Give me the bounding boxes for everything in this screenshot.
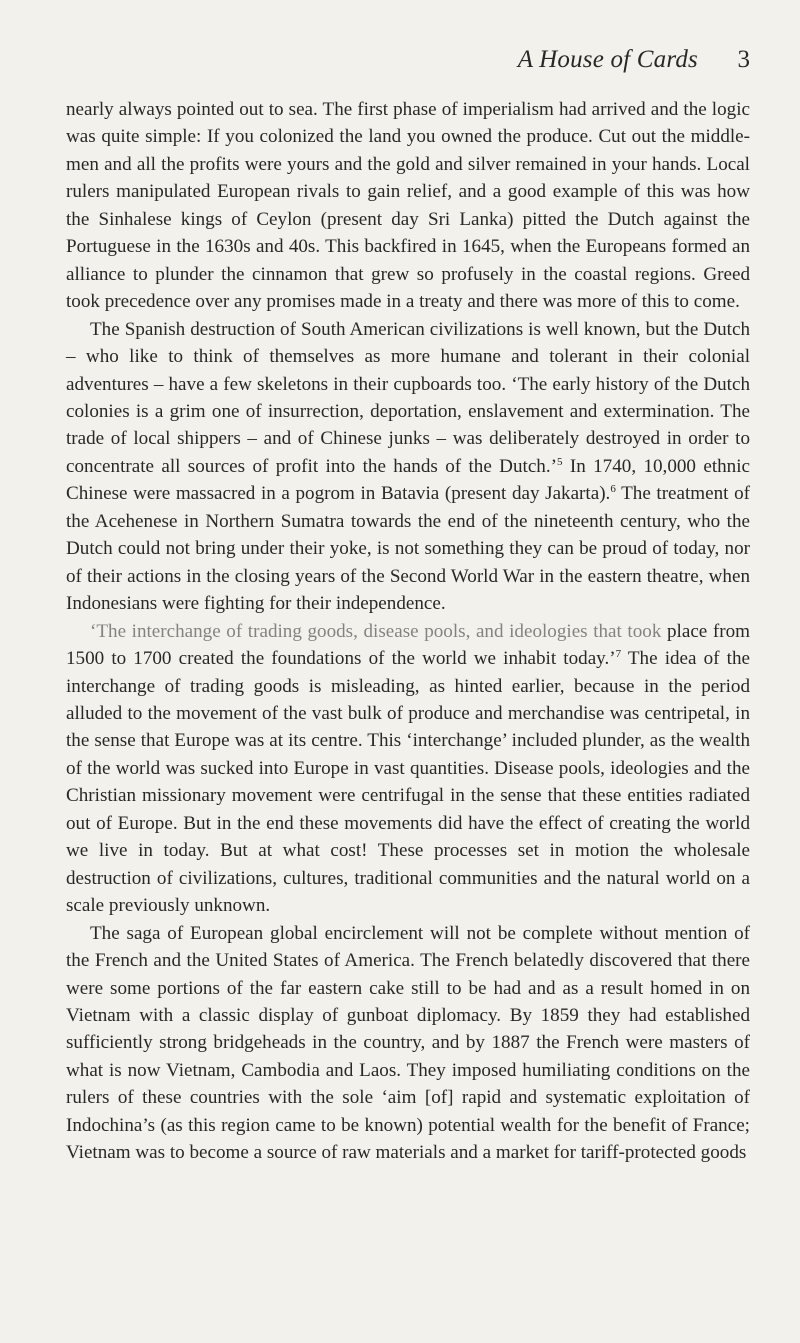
paragraph-text: The Spanish destruction of South American civilizations is well known, but the Dutch – who like to think of themselves as more humane and tolerant in their colonial adventures – have a few skeletons in their cupboards too. ‘The early history of the Dutch colonies is a grim one of insurrection, deportation, enslavement and extermination. The trade of local shippers – and of Chinese junks – was deliberately destroyed in order to concentrate all sources of profit into the hands of the Dutch.’ [66,318,750,477]
running-title: A House of Cards [517,46,698,73]
paragraph-text: The idea of the interchange of trading goods is misleading, as hinted earlier, because in the period alluded to the movement of the vast bulk of produce and merchandise was centripetal, in the sense that Europe was at its centre. This ‘interchange’ included plunder, as the wealth of the world was sucked into Europe in vast quantities. Disease pools, ideologies and the Christian missionary movement were centrifugal in the sense that these entities radiated out of Europe. But in the end these movements did have the effect of creating the world we live in today. But at what cost! These processes set in motion the wholesale destruction of civilizations, cultures, traditional communities and the natural world on a scale previously unknown. [66,648,750,917]
paragraph-french: The saga of European global encirclement will not be complete without mention of the French and the United States of America. The French belatedly discovered that there were some portions of the far eastern cake still to be had and as a result homed in on Vietnam with a classic display of gunboat diplomacy. By 1859 they had established sufficiently strong bridgeheads in the country, and by 1887 the French were masters of what is now Vietnam, Cambodia and Laos. They imposed humiliating conditions on the rulers of these countries with the sole ‘aim [of] rapid and systematic exploitation of Indochina’s (as this region came to be known) potential wealth for the benefit of France; Vietnam was to become a source of raw materials and a market for tariff-protected goods [66,922,750,1164]
paragraph-text: place from 1500 to 1700 created the foundations of the world we inhabit today.’ [66,620,750,670]
body-text [66,96,750,1167]
page-number: 3 [737,46,750,73]
paragraph-continued: nearly always pointed out to sea. The first phase of imperialism had arrived and the logic was quite simple: If you colonized the land you owned the produce. Cut out the middle-men and all the profits were yours and the gold and silver remained in your hands. Local rulers manipulated European rivals to gain relief, and a good example of this was how the Sinhalese kings of Ceylon (present day Sri Lanka) pitted the Dutch against the Portuguese in the 1630s and 40s. This backfired in 1645, when the Europeans formed an alliance to plunder the cinnamon that grew so profusely in the coastal regions. Greed took precedence over any promises made in a treaty and there was more of this to come. [66,99,750,313]
paragraph-interchange [66,618,750,920]
footnote-ref-5: 5 [556,455,563,468]
paragraph-text: In 1740, 10,000 ethnic Chinese were massacred in a pogrom in Batavia (present day Jakarta). [66,455,750,505]
faded-opening-text: ‘The interchange of trading goods, disease pools, and ideologies that took [90,620,662,642]
page-header [0,42,800,82]
paragraph-text: The treatment of the Acehenese in Northern Sumatra towards the end of the nineteenth century, who the Dutch could not bring under their yoke, is not something they can be proud of today, nor of their actions in the closing years of the Second World War in the eastern theatre, when Indonesians were fighting for their independence. [66,483,750,615]
footnote-ref-6: 6 [610,483,616,496]
paragraph-dutch-colonies [66,316,750,618]
footnote-ref-7: 7 [615,648,622,661]
